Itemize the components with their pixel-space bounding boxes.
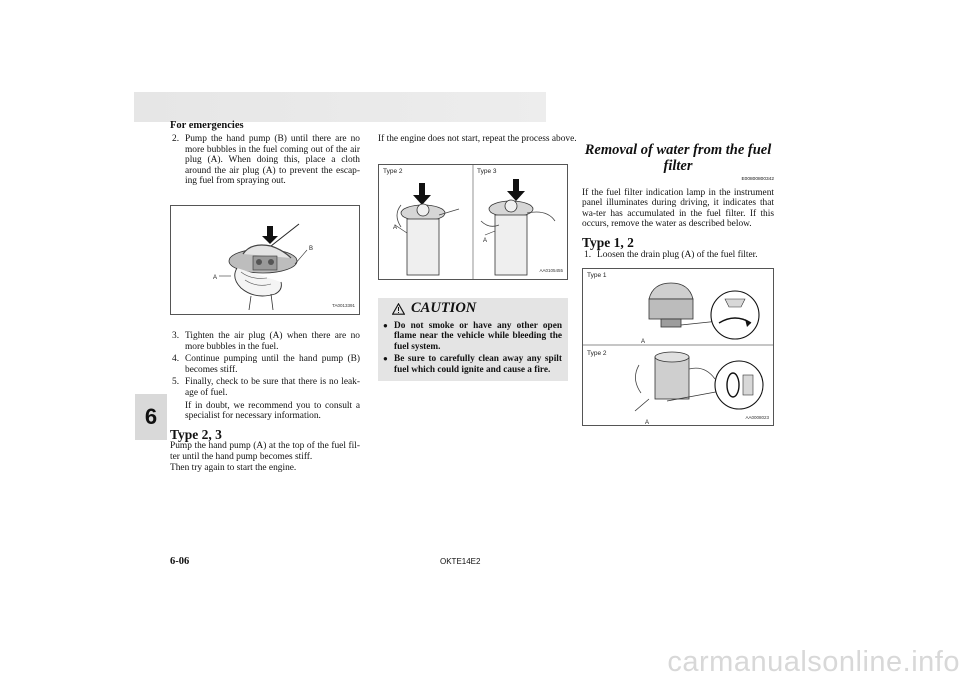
label-a: A — [213, 274, 218, 281]
paragraph-start-engine: Then try again to start the engine. — [170, 462, 297, 473]
step-text: Finally, check to be sure that there is no leak-age of fuel. — [185, 377, 360, 398]
step-number: 4. — [172, 354, 180, 365]
figure-code: AA0008023 — [745, 414, 769, 420]
step-3 — [170, 331, 360, 352]
bullet-icon: ● — [383, 354, 388, 364]
left-column — [170, 134, 360, 473]
step-5-note: If in doubt, we recommend you to consult a specialist for necessary information. — [185, 400, 360, 422]
type-2-label: Type 2 — [383, 167, 403, 175]
right-column — [582, 142, 774, 426]
type-2-label: Type 2 — [587, 350, 607, 358]
caution-text: Be sure to carefully clean away any spilt fuel which could ignite and cause a fire. — [394, 354, 562, 375]
chapter-tab: 6 — [135, 394, 167, 440]
section-title: Removal of water from the fuel filter — [584, 142, 772, 174]
page-number: 6-06 — [170, 556, 190, 567]
caution-header — [378, 298, 568, 320]
step-5 — [170, 377, 360, 398]
warning-triangle-icon — [392, 303, 405, 315]
document-code: OKTE14E2 — [440, 557, 481, 566]
caution-text: Do not smoke or have any other open flame near the vehicle while bleeding the fuel system. — [394, 320, 562, 352]
paragraph-indication-lamp: If the fuel filter indication lamp in the instrument panel illuminates during driving, it indicates that wa-ter has accumulated in the fuel filter. If this occurs, remove the water as described below. — [582, 187, 774, 230]
step-1 — [582, 250, 774, 261]
middle-column — [378, 134, 577, 381]
step-number: 1. — [584, 249, 592, 260]
step-4 — [170, 354, 360, 375]
type-2-3-figure — [378, 164, 568, 280]
label-a-type-2: A — [393, 224, 398, 231]
hand-pump-illustration — [171, 206, 359, 314]
caution-item — [378, 320, 568, 354]
label-a-type-3: A — [483, 237, 488, 244]
step-number: 3. — [172, 330, 180, 341]
caution-item — [378, 353, 568, 376]
paragraph-repeat: If the engine does not start, repeat the process above. — [378, 134, 577, 144]
hand-pump-figure — [170, 205, 360, 315]
label-a-type-2: A — [645, 420, 650, 427]
heading-type-2-3: Type 2, 3 — [170, 426, 222, 442]
watermark: carmanualsonline.info — [667, 646, 960, 678]
header-band — [134, 92, 546, 122]
heading-type-1-2: Type 1, 2 — [582, 234, 634, 250]
step-text: Continue pumping until the hand pump (B) becomes stiff. — [185, 354, 360, 375]
label-a-type-1: A — [641, 339, 646, 346]
paragraph-pump: Pump the hand pump (A) at the top of the fuel fil-ter until the hand pump becomes stiff. — [170, 441, 360, 462]
label-b: B — [309, 245, 314, 252]
fuel-filter-pump-illustration — [379, 165, 567, 279]
figure-code: AA0105455 — [539, 268, 563, 273]
reference-code: E00800800342 — [741, 177, 774, 182]
step-text: Tighten the air plug (A) when there are no more bubbles in the fuel. — [185, 330, 360, 352]
step-number: 5. — [172, 377, 180, 388]
drain-plug-figure — [582, 268, 774, 426]
drain-plug-illustration — [583, 269, 773, 425]
step-number: 2. — [172, 134, 180, 144]
caution-box — [378, 298, 568, 382]
bullet-icon: ● — [383, 320, 388, 330]
figure-code: TA0013391 — [332, 303, 355, 309]
caution-title: CAUTION — [411, 300, 477, 317]
step-text: Pump the hand pump (B) until there are no more bubbles in the fuel coming out of the air plug (A). When doing this, place a cloth around the air plug (A) to prevent the escap-ing fuel from spraying out. — [185, 134, 360, 187]
section-header-title: For emergencies — [170, 120, 244, 131]
type-1-label: Type 1 — [587, 272, 607, 280]
step-text: Loosen the drain plug (A) of the fuel filter. — [597, 249, 758, 260]
type-3-label: Type 3 — [477, 167, 497, 175]
step-2 — [170, 134, 360, 187]
